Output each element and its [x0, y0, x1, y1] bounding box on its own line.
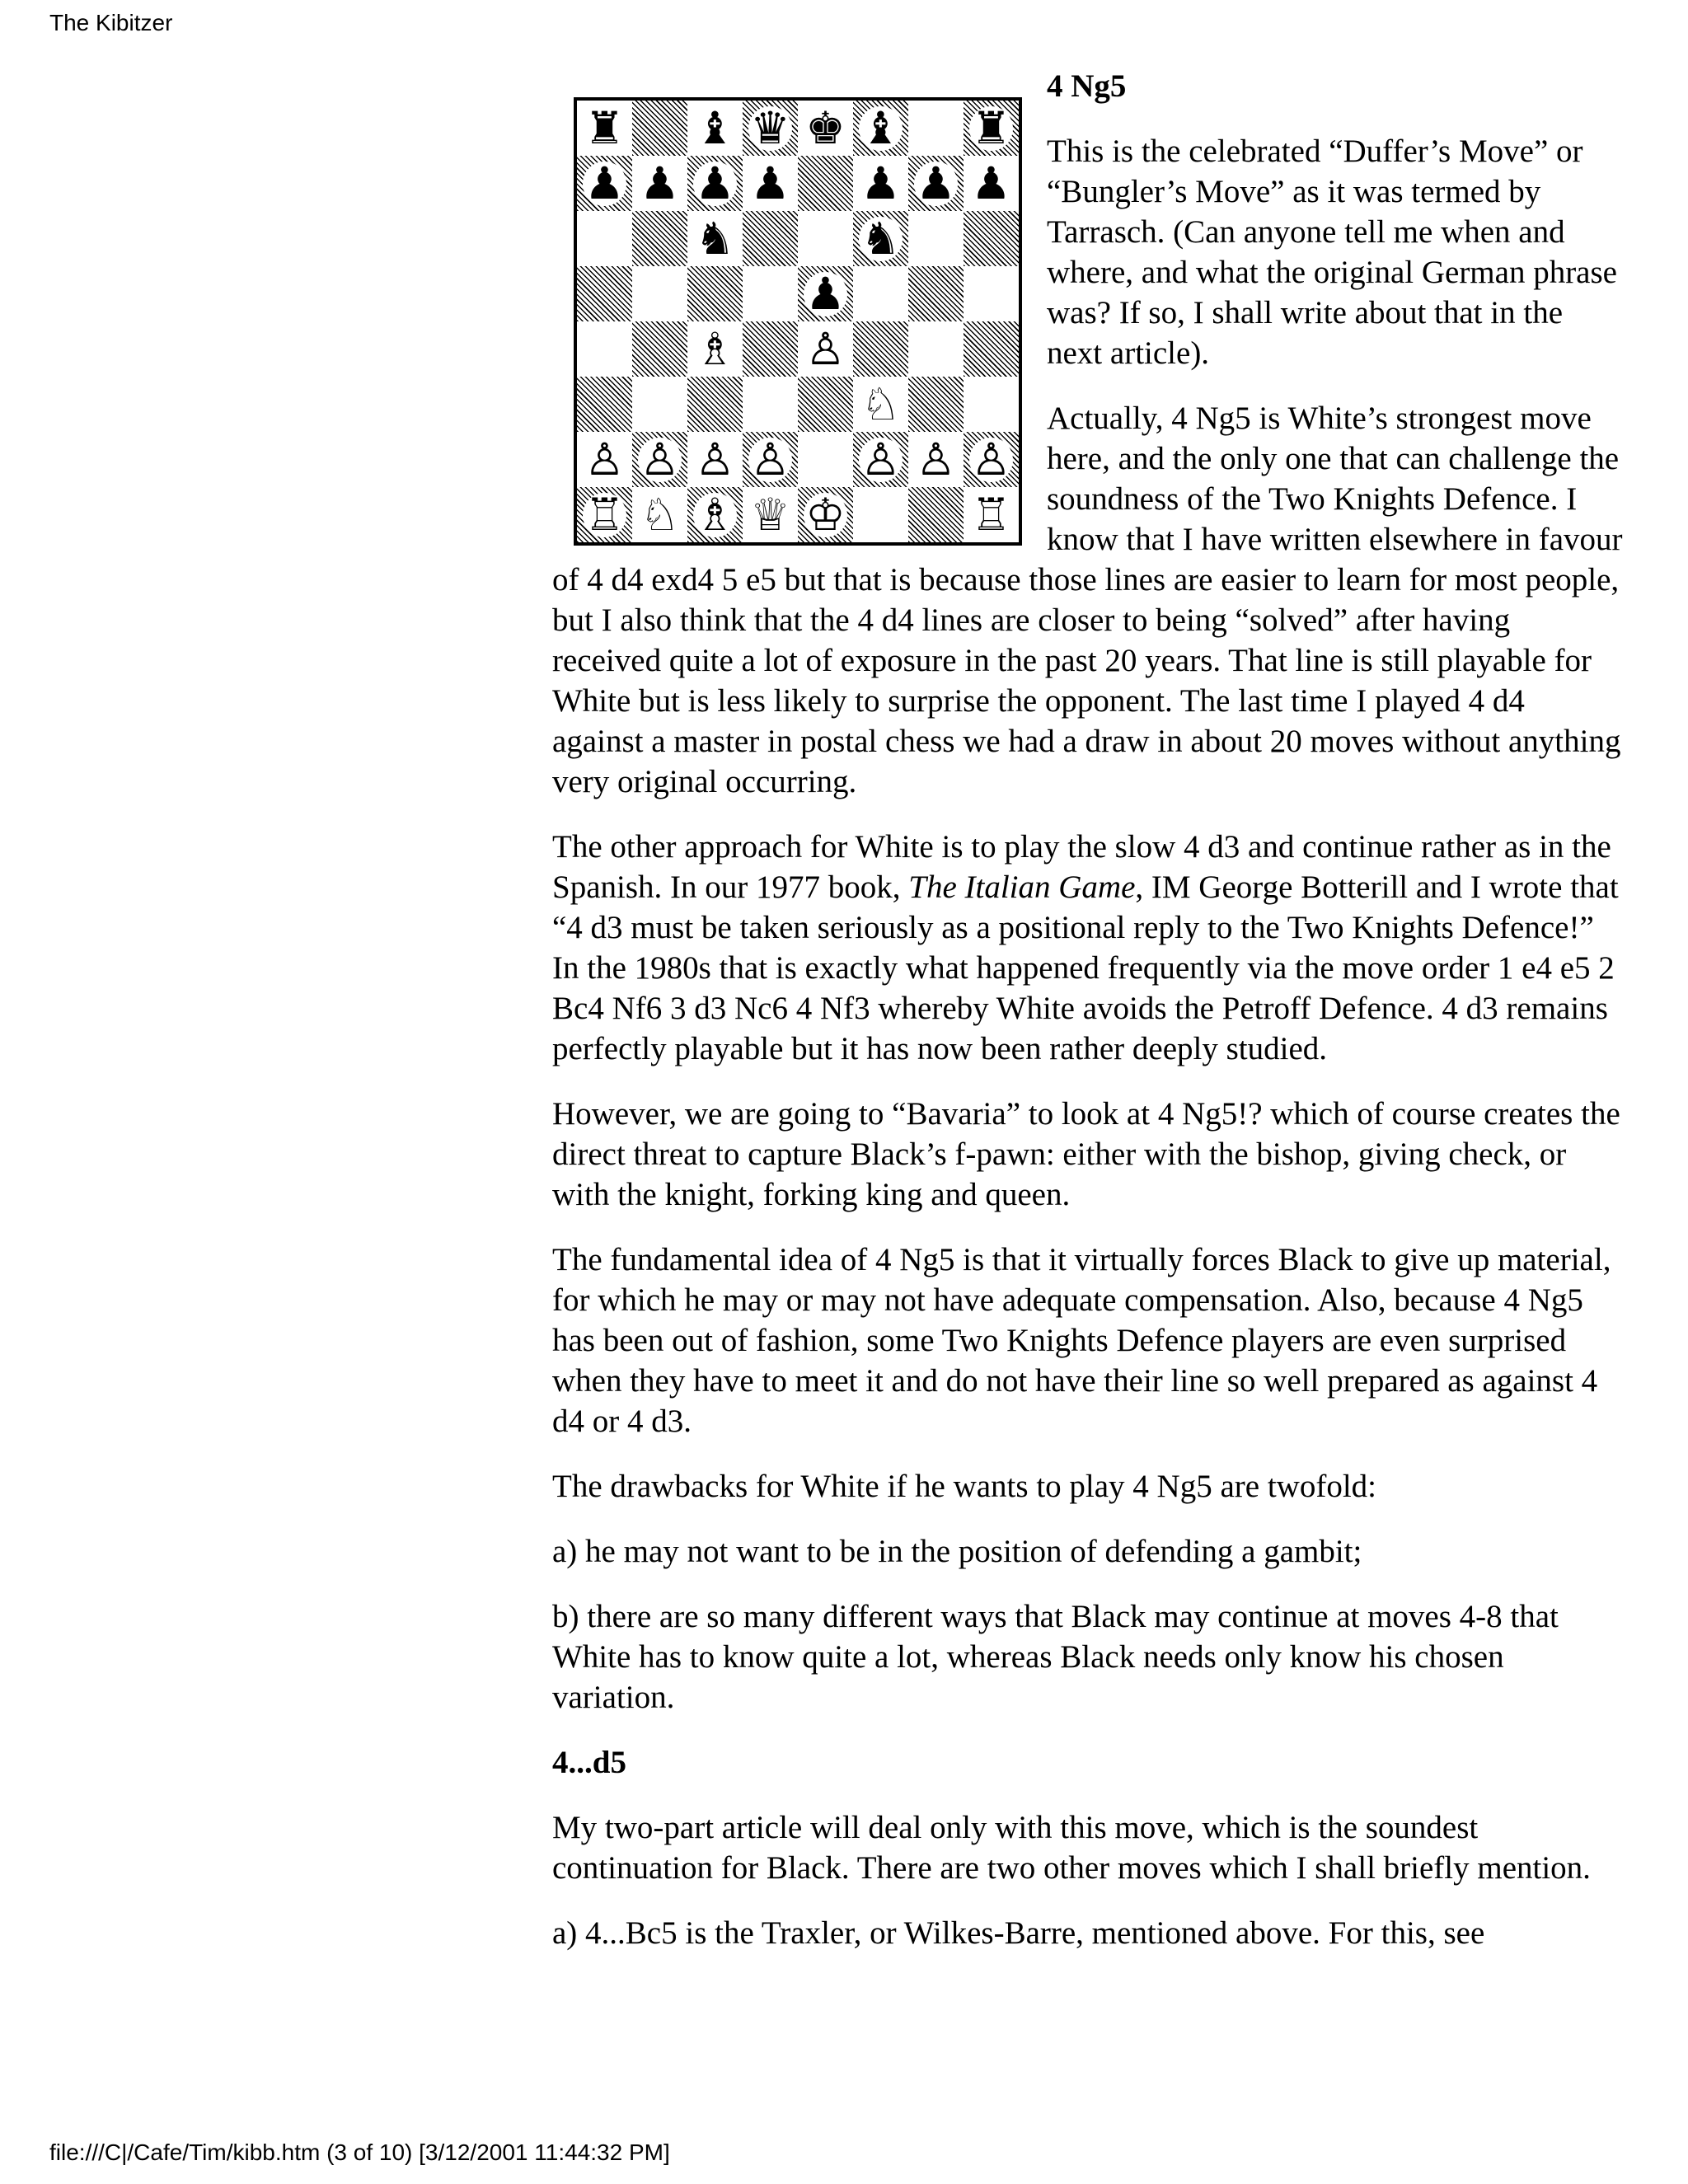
page-header: The Kibitzer	[49, 10, 173, 35]
chess-piece-icon: ♝	[695, 101, 735, 154]
text-segment: , IM George Botterill and I wrote that “4 d3 must be taken seriously as a positional reply to the Two Knights Defence!” In the 1980s that is exactly what happened frequently via the move order 1 e4 e5 2 Bc4 Nf6 3 d3 Nc6 4 Nf3 whereby White avoids the Petroff Defence. 4 d3 remains perfectly playable but it has now been rather deeply studied.	[552, 869, 1619, 1066]
book-title: The Italian Game	[908, 869, 1136, 905]
board-square	[743, 266, 798, 321]
board-square	[964, 266, 1019, 321]
board-square	[577, 321, 632, 377]
chess-piece-icon: ♙	[750, 433, 790, 485]
board-square	[743, 321, 798, 377]
board-square	[577, 211, 632, 266]
chess-piece-icon: ♙	[695, 433, 735, 485]
chess-piece-icon: ♙	[640, 433, 680, 485]
board-square	[908, 101, 964, 156]
chess-piece-icon: ♟	[805, 267, 846, 320]
board-square	[798, 377, 853, 432]
board-square	[743, 211, 798, 266]
board-square	[577, 101, 632, 156]
board-square	[743, 487, 798, 542]
board-square	[853, 487, 908, 542]
chess-piece-icon: ♟	[750, 157, 790, 209]
board-square	[632, 432, 687, 487]
board-square	[743, 432, 798, 487]
board-square	[908, 266, 964, 321]
board-square	[687, 101, 743, 156]
board-square	[577, 377, 632, 432]
text-segment: The other approach for White is to play the slow 4 d3 and continue rather as in the Spanish. In our 1977 book,	[552, 829, 1611, 905]
board-square	[908, 156, 964, 211]
board-square	[798, 321, 853, 377]
chess-piece-icon: ♟	[584, 157, 625, 209]
board-square	[964, 432, 1019, 487]
board-square	[577, 487, 632, 542]
chess-board	[577, 101, 1019, 542]
board-square	[687, 321, 743, 377]
board-square	[964, 156, 1019, 211]
board-square	[632, 101, 687, 156]
chess-piece-icon: ♙	[860, 433, 901, 485]
paragraph-traxler: a) 4...Bc5 is the Traxler, or Wilkes-Barre, mentioned above. For this, see	[552, 1915, 1485, 1951]
paragraph-drawbacks: The drawbacks for White if he wants to play 4 Ng5 are twofold:	[552, 1469, 1376, 1504]
board-square	[632, 487, 687, 542]
board-square	[798, 156, 853, 211]
chess-piece-icon: ♜	[584, 101, 625, 154]
board-square	[908, 321, 964, 377]
chess-piece-icon: ♔	[805, 488, 846, 541]
article	[552, 66, 1624, 1978]
board-square	[798, 432, 853, 487]
board-square	[964, 101, 1019, 156]
chess-piece-icon: ♚	[805, 101, 846, 154]
board-square	[964, 487, 1019, 542]
board-square	[908, 211, 964, 266]
board-square	[908, 487, 964, 542]
board-square	[853, 266, 908, 321]
board-square	[687, 211, 743, 266]
board-square	[964, 377, 1019, 432]
chess-piece-icon: ♟	[971, 157, 1011, 209]
chess-piece-icon: ♗	[695, 488, 735, 541]
chess-piece-icon: ♖	[584, 488, 625, 541]
board-square	[632, 377, 687, 432]
paragraph-fundamental-idea: The fundamental idea of 4 Ng5 is that it virtually forces Black to give up material, for which he may or may not have adequate compensation. Also, because 4 Ng5 has been out of fashion, some Two Knights Defence players are even surprised when they have to meet it and do not have their line so well prepared as against 4 d4 or 4 d3.	[552, 1242, 1611, 1439]
chess-piece-icon: ♙	[971, 433, 1011, 485]
chess-piece-icon: ♟	[695, 157, 735, 209]
chess-piece-icon: ♙	[584, 433, 625, 485]
paragraph-strongest-move: Actually, 4 Ng5 is White’s strongest move here, and the only one that can challenge the soundness of the Two Knights Defence. I know that I have written elsewhere in favour of 4 d4 exd4 5 e5 but that is because those lines are easier to learn for most people, but I also think that the 4 d4 lines are closer to being “solved” after having received quite a lot of exposure in the past 20 years. That line is still playable for White but is less likely to surprise the opponent. The last time I played 4 d4 against a master in postal chess we had a draw in about 20 moves without anything very original occurring.	[552, 401, 1623, 799]
board-square	[853, 211, 908, 266]
chess-piece-icon: ♖	[971, 488, 1011, 541]
board-square	[743, 101, 798, 156]
board-square	[853, 101, 908, 156]
board-square	[798, 266, 853, 321]
chess-piece-icon: ♙	[805, 322, 846, 375]
board-square	[687, 432, 743, 487]
board-square	[853, 432, 908, 487]
chess-piece-icon: ♕	[750, 488, 790, 541]
board-square	[687, 487, 743, 542]
board-square	[577, 266, 632, 321]
board-square	[743, 377, 798, 432]
paragraph-two-part: My two-part article will deal only with this move, which is the soundest continuation for Black. There are two other moves which I shall briefly mention.	[552, 1810, 1591, 1886]
chess-piece-icon: ♞	[695, 212, 735, 265]
paragraph-drawback-a: a) he may not want to be in the position of defending a gambit;	[552, 1534, 1362, 1569]
section-heading-ng5: 4 Ng5	[1047, 68, 1127, 104]
page-footer: file:///C|/Cafe/Tim/kibb.htm (3 of 10) [3/12/2001 11:44:32 PM]	[49, 2139, 670, 2165]
board-square	[853, 156, 908, 211]
chess-piece-icon: ♘	[640, 488, 680, 541]
board-square	[632, 321, 687, 377]
board-square	[632, 211, 687, 266]
board-square	[853, 321, 908, 377]
board-square	[687, 266, 743, 321]
chess-piece-icon: ♟	[640, 157, 680, 209]
board-square	[853, 377, 908, 432]
board-square	[632, 156, 687, 211]
board-square	[798, 211, 853, 266]
board-square	[577, 156, 632, 211]
board-square	[743, 156, 798, 211]
chess-piece-icon: ♗	[695, 322, 735, 375]
section-heading-d5: 4...d5	[552, 1745, 626, 1780]
board-square	[632, 266, 687, 321]
board-square	[798, 101, 853, 156]
paragraph-bavaria: However, we are going to “Bavaria” to look at 4 Ng5!? which of course creates the direct threat to capture Black’s f-pawn: either with the bishop, giving check, or with the knight, forking king and queen.	[552, 1096, 1620, 1212]
chess-piece-icon: ♜	[971, 101, 1011, 154]
chess-diagram	[574, 97, 1022, 546]
chess-piece-icon: ♟	[916, 157, 956, 209]
board-square	[798, 487, 853, 542]
board-square	[687, 156, 743, 211]
chess-piece-icon: ♙	[916, 433, 956, 485]
chess-piece-icon: ♟	[860, 157, 901, 209]
chess-piece-icon: ♞	[860, 212, 901, 265]
board-square	[908, 377, 964, 432]
paragraph-drawback-b: b) there are so many different ways that Black may continue at moves 4-8 that White has to know quite a lot, whereas Black needs only know his chosen variation.	[552, 1599, 1559, 1715]
paragraph-other-approach	[552, 827, 1624, 1069]
chess-piece-icon: ♛	[750, 101, 790, 154]
paragraph-duffers-move: This is the celebrated “Duffer’s Move” or “Bungler’s Move” as it was termed by Tarrasch. (Can anyone tell me when and where, and what the original German phrase was? If so, I shall write about that in the next article).	[1047, 134, 1617, 371]
board-square	[964, 321, 1019, 377]
board-square	[687, 377, 743, 432]
chess-piece-icon: ♘	[860, 377, 901, 430]
chess-piece-icon: ♝	[860, 101, 901, 154]
board-square	[577, 432, 632, 487]
board-square	[908, 432, 964, 487]
board-square	[964, 211, 1019, 266]
